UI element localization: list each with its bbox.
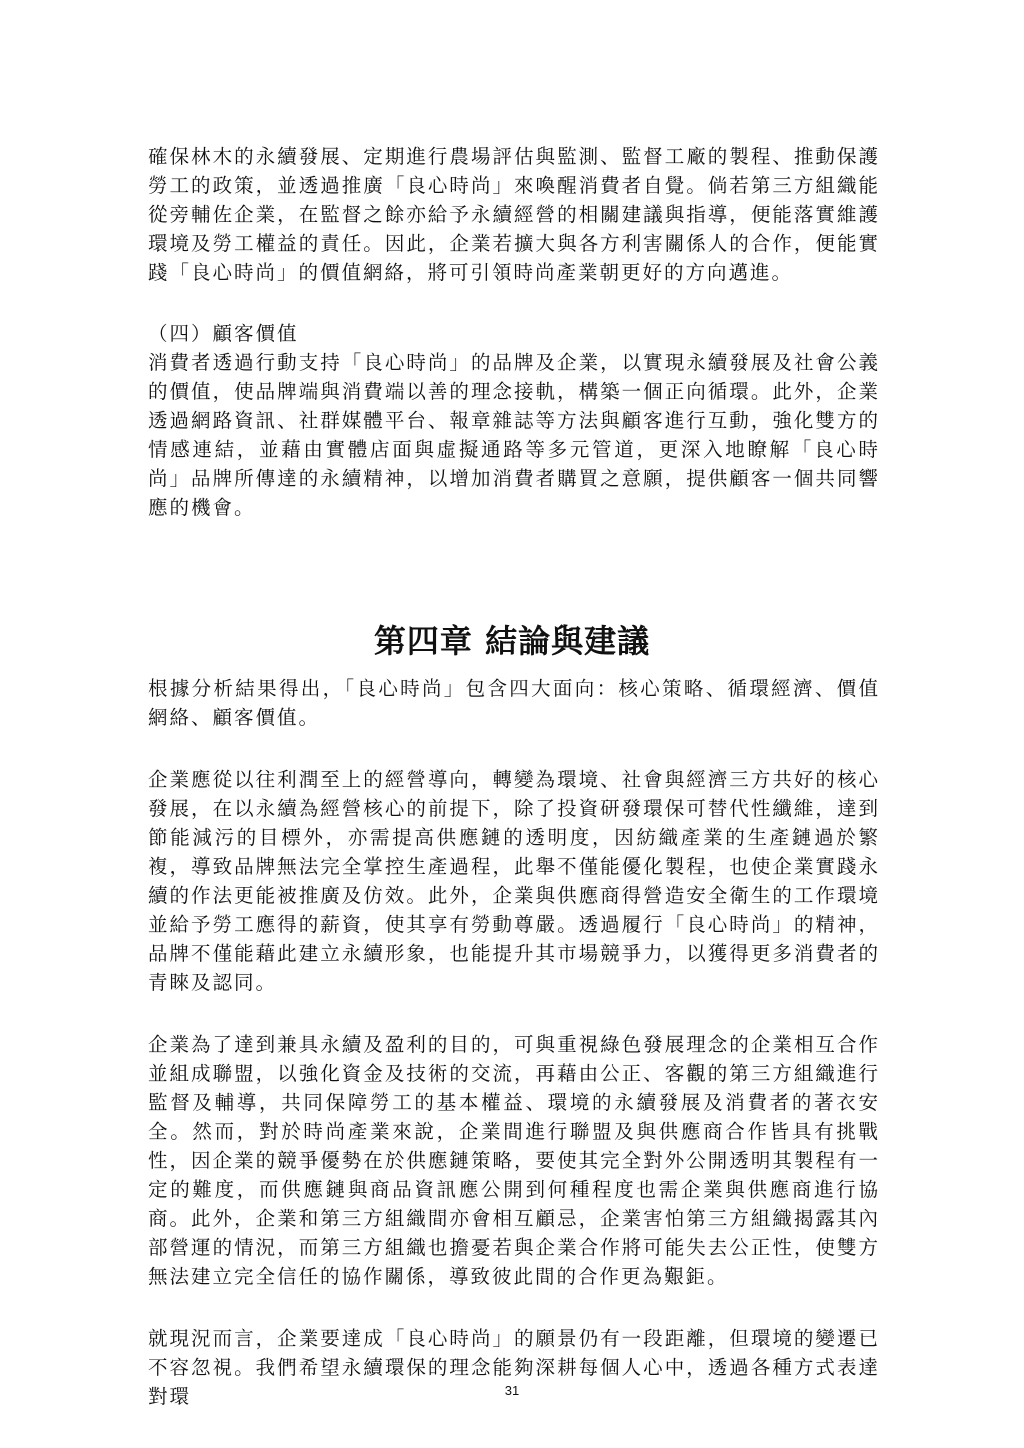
paragraph: 確保林木的永續發展、定期進行農場評估與監測、監督工廠的製程、推動保護勞工的政策，並透過推廣「良心時尚」來喚醒消費者自覺。倘若第三方組織能從旁輔佐企業，在監督之餘亦給予永續經營的相關建議與指導，便能落實維護環境及勞工權益的責任。因此，企業若擴大與各方利害關係人的合作，便能實踐「良心時尚」的價值網絡，將可引領時尚產業朝更好的方向邁進。: [148, 145, 880, 284]
paragraph: 就現況而言，企業要達成「良心時尚」的願景仍有一段距離，但環境的變遷已不容忽視。我們希望永續環保的理念能夠深耕每個人心中，透過各種方式表達對環: [148, 1327, 880, 1408]
page-number: 31: [504, 1383, 520, 1398]
chapter-title: 第四章 結論與建議: [373, 622, 651, 660]
section-subheading: （四）顧客價值: [148, 322, 299, 345]
chapter-body: [148, 674, 880, 1411]
paragraph: 企業為了達到兼具永續及盈利的目的，可與重視綠色發展理念的企業相互合作並組成聯盟，以強化資金及技術的交流，再藉由公正、客觀的第三方組織進行監督及輔導，共同保障勞工的基本權益、環境的永續發展及消費者的著衣安全。然而，對於時尚產業來說，企業間進行聯盟及與供應商合作皆具有挑戰性，因企業的競爭優勢在於供應鏈策略，要使其完全對外公開透明其製程有一定的難度，而供應鏈與商品資訊應公開到何種程度也需企業與供應商進行協商。此外，企業和第三方組織間亦會相互顧忌，企業害怕第三方組織揭露其內部營運的情況，而第三方組織也擔憂若與企業合作將可能失去公正性，使雙方無法建立完全信任的協作關係，導致彼此間的合作更為艱鉅。: [148, 1033, 880, 1288]
paragraph: 消費者透過行動支持「良心時尚」的品牌及企業，以實現永續發展及社會公義的價值，使品牌端與消費端以善的理念接軌，構築一個正向循環。此外，企業透過網路資訊、社群媒體平台、報章雜誌等方法與顧客進行互動，強化雙方的情感連結，並藉由實體店面與虛擬通路等多元管道，更深入地瞭解「良心時尚」品牌所傳達的永續精神，以增加消費者購買之意願，提供顧客一個共同響應的機會。: [148, 351, 880, 519]
paragraph: 根據分析結果得出，「良心時尚」包含四大面向：核心策略、循環經濟、價值網絡、顧客價值。: [148, 677, 880, 729]
section-top: [148, 142, 880, 522]
paragraph: 企業應從以往利潤至上的經營導向，轉變為環境、社會與經濟三方共好的核心發展，在以永續為經營核心的前提下，除了投資研發環保可替代性纖維，達到節能減污的目標外，亦需提高供應鏈的透明度，因紡織產業的生產鏈過於繁複，導致品牌無法完全掌控生產過程，此舉不僅能優化製程，也使企業實踐永續的作法更能被推廣及仿效。此外，企業與供應商得營造安全衛生的工作環境並給予勞工應得的薪資，使其享有勞動尊嚴。透過履行「良心時尚」的精神，品牌不僅能藉此建立永續形象，也能提升其市場競爭力，以獲得更多消費者的青睞及認同。: [148, 768, 880, 994]
